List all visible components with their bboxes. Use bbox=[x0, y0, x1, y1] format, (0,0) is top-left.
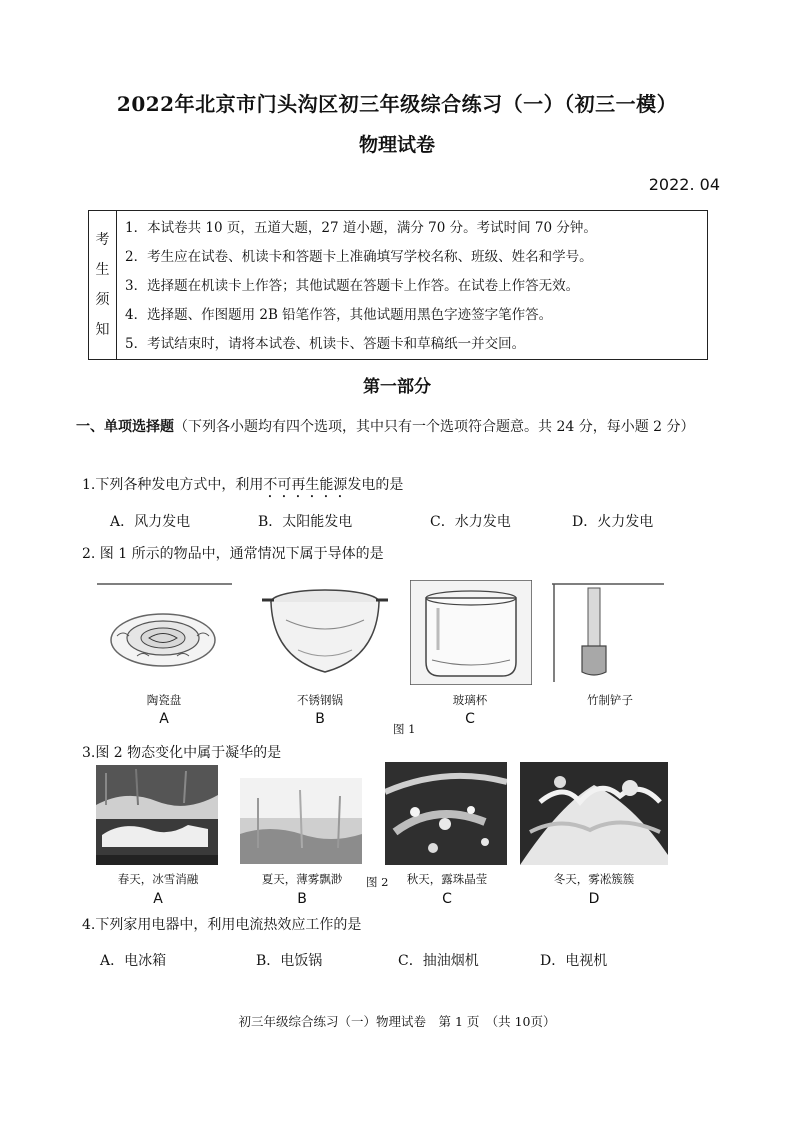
notice-label-char: 考 bbox=[95, 232, 110, 248]
page-footer: 初三年级综合练习（一）物理试卷 第 1 页 （共 10页） bbox=[238, 1014, 556, 1029]
question-2: 2. 图 1 所示的物品中，通常情况下属于导体的是 bbox=[82, 546, 384, 562]
fig1-caption-b: 不锈钢锅 bbox=[297, 693, 343, 707]
summer-mist-image bbox=[240, 778, 362, 864]
question-1 bbox=[82, 474, 403, 501]
fig1-caption-a: 陶瓷盘 bbox=[146, 693, 182, 707]
notice-item: 4．选择题、作图题用 2B 铅笔作答，其他试题用黑色字迹签字笔作答。 bbox=[125, 307, 553, 323]
exam-date: 2022. 04 bbox=[648, 175, 720, 194]
autumn-dew-image bbox=[385, 762, 507, 865]
notice-item: 5．考试结束时，请将本试卷、机读卡、答题卡和草稿纸一并交回。 bbox=[125, 336, 526, 352]
figure-1-label: 图 1 bbox=[393, 722, 416, 736]
q1-option-a: A．风力发电 bbox=[110, 514, 191, 530]
notice-items bbox=[125, 214, 703, 359]
section-instruction: （下列各小题均有四个选项，其中只有一个选项符合题意。共 24 分，每小题 2 分） bbox=[174, 419, 695, 435]
steel-pot-image bbox=[258, 580, 393, 684]
fig1-letter-b: B bbox=[315, 711, 325, 727]
q4-option-b: B．电饭锅 bbox=[256, 953, 323, 969]
fig1-letter-c: C bbox=[465, 711, 475, 727]
fig2-letter-b: B bbox=[297, 891, 307, 907]
fig2-caption-c: 秋天，露珠晶莹 bbox=[406, 872, 488, 886]
section-heading bbox=[76, 413, 726, 442]
fig2-letter-a: A bbox=[153, 891, 163, 907]
q4-option-c: C．抽油烟机 bbox=[398, 953, 479, 969]
q1-option-d: D．火力发电 bbox=[572, 514, 654, 530]
section-name: 单项选择题 bbox=[104, 419, 174, 435]
notice-item: 3．选择题在机读卡上作答；其他试题在答题卡上作答。在试卷上作答无效。 bbox=[125, 278, 580, 294]
notice-label bbox=[89, 211, 117, 359]
section-number: 一、 bbox=[76, 419, 104, 435]
candidate-notice-box bbox=[88, 210, 708, 360]
fig2-caption-d: 冬天，雾凇簇簇 bbox=[553, 872, 635, 886]
notice-item: 2．考生应在试卷、机读卡和答题卡上准确填写学校名称、班级、姓名和学号。 bbox=[125, 249, 593, 265]
question-3: 3.图 2 物态变化中属于凝华的是 bbox=[82, 745, 282, 761]
question-1-prefix: 1.下列各种发电方式中，利用 bbox=[82, 477, 264, 493]
q1-option-c: C．水力发电 bbox=[430, 514, 511, 530]
fig2-caption-a: 春天，冰雪消融 bbox=[117, 872, 199, 886]
notice-item: 1．本试卷共 10 页，五道大题，27 道小题，满分 70 分。考试时间 70 分钟。 bbox=[125, 220, 597, 236]
q4-option-d: D．电视机 bbox=[540, 953, 608, 969]
question-1-emphasis: 不可再生能源 bbox=[263, 477, 348, 493]
fig1-caption-c: 玻璃杯 bbox=[452, 693, 488, 707]
question-4: 4.下列家用电器中，利用电流热效应工作的是 bbox=[82, 917, 362, 933]
fig2-letter-d: D bbox=[588, 891, 600, 907]
ceramic-plate-image bbox=[97, 582, 232, 682]
notice-label-char: 知 bbox=[95, 322, 110, 338]
fig2-caption-b: 夏天，薄雾飘渺 bbox=[261, 872, 343, 886]
spring-melting-snow-image bbox=[96, 765, 218, 865]
notice-label-char: 须 bbox=[95, 292, 110, 308]
exam-subtitle: 物理试卷 bbox=[358, 134, 435, 156]
exam-title: 2022年北京市门头沟区初三年级综合练习（一）（初三一模） bbox=[116, 92, 678, 116]
fig1-caption-d: 竹制铲子 bbox=[587, 693, 633, 707]
figure-2-label: 图 2 bbox=[366, 875, 389, 889]
question-1-suffix: 发电的是 bbox=[347, 477, 404, 493]
part-title: 第一部分 bbox=[363, 377, 431, 397]
q1-option-b: B．太阳能发电 bbox=[258, 514, 353, 530]
glass-cup-image bbox=[410, 580, 532, 685]
fig1-letter-a: A bbox=[159, 711, 169, 727]
notice-label-char: 生 bbox=[95, 262, 110, 278]
fig2-letter-c: C bbox=[442, 891, 452, 907]
q4-option-a: A．电冰箱 bbox=[100, 953, 167, 969]
winter-rime-image bbox=[520, 762, 668, 865]
bamboo-spatula-image bbox=[552, 582, 664, 682]
